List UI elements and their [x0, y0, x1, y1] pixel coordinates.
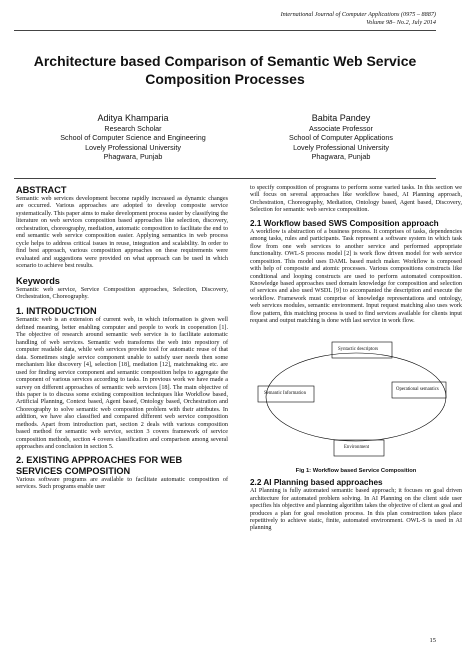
intro-text: Semantic web is an extension of current web, in which information is given well defined meaning, better enabling computer and people to work in cooperation [1]. The objective of research around semantic web service is to facilitate automatic handling of web services. Semantic web transforms the web into repository of computer readable data, while web services provide tool for automatic reuse of that data. Sometimes single service component unable to satisfy user needs then some mechanism like discovery [4], selection [18], mediation [12], matchmaking etc. are used for finding service component and semantic composition helps to aggregate the component of various services according to tasks. In previous work we have made a survey on different approaches of semantic web services [18]. The main objective of this paper is to discuss some existing composition techniques like Workflow based, Artificial Planning, Context based, Agent based, Ontology based, Orchestration and Choreography to solve semantic web composition problem with their attributes. In addition, we have also classified and compared different web service composition methods. Apart from introduction part, section 2 deals with various composition based method for semantic web service, section 3 covers framework of service composition methods, section 4 covers classification and comparison among several approaches and conclusion in section 5. — [16, 317, 228, 451]
workflow-figure — [250, 334, 462, 464]
abstract-heading: ABSTRACT — [16, 185, 67, 195]
label-environment: Environment — [344, 444, 370, 450]
journal-name: International Journal of Computer Applications (0975 – 8887) — [280, 11, 436, 18]
author-city: Phagwara, Punjab — [103, 151, 163, 161]
header-rule — [14, 30, 436, 31]
right-column — [250, 185, 462, 533]
author-name: Babita Pandey — [311, 113, 371, 123]
page-number: 15 — [429, 637, 436, 644]
existing-text: Various software programs are available to facilitate automatic composition of services. Such programs enable user — [16, 476, 228, 491]
ai-planning-text: AI Planning is fully automated semantic based approach; it focuses on goal driven architecture for automated problem solving. In AI Planning on the client side user specifies his objective and planning algorithm takes the objective of client as goal and produces a plan for goal resolution process. In this plan construction takes place repetitively to achieve static, finite, automated environment. OWL-S is used in AI planning — [250, 488, 462, 532]
author-block-1 — [38, 112, 228, 161]
journal-header — [281, 11, 436, 27]
ai-planning-heading: 2.2 AI Planning based approaches — [250, 478, 383, 488]
existing-text-continued: to specify composition of programs to perform some varied tasks. In this section we will focus on several approaches like workflow based, AI Planning approach, Orchestration, Choreography, Mediation, Ontology based, Agent based, Discovery, Selection for semantic web service composition. — [250, 185, 462, 214]
keywords-text: Semantic web service, Service Composition approaches, Selection, Discovery, Orchestration, Choreography. — [16, 286, 228, 300]
journal-volume: Volume 98– No.2, July 2014 — [366, 19, 436, 26]
diagram-ellipse — [266, 353, 446, 441]
author-university: Lovely Professional University — [293, 142, 389, 152]
author-rule — [14, 178, 436, 179]
keywords-heading: Keywords — [16, 275, 60, 286]
existing-heading: 2. EXISTING APPROACHES FOR WEB SERVICES COMPOSITION — [16, 454, 183, 476]
author-role: Associate Professor — [309, 124, 373, 133]
intro-heading: 1. INTRODUCTION — [16, 306, 97, 317]
figure-caption: Fig 1: Workflow based Service Composition — [295, 467, 417, 474]
label-semantic: Semantic Information — [264, 390, 306, 396]
author-university: Lovely Professional University — [85, 142, 181, 152]
abstract-text: Semantic web services development become rapidly increased as dynamic changes are occurred. Various approaches are adopted to develop composite service systematically. This paper aims to make development process easier by classifying the literature on web services composition based approaches like selection, discovery, orchestration, choreography, mediation, automatic composition to facilitate the end to end semantic web service composition easier. Applying semantics in web process cycle helps to address critical issues in reuse, integration and scalability. In order to find best approach, various composition approaches on these requirements were evaluated and suggestions were provided on what approach can be used in which scenario to achieve best results. — [16, 196, 228, 270]
author-block-2 — [246, 112, 436, 161]
workflow-text: A workflow is abstraction of a business process. It comprises of tasks, dependencies among tasks, rules and participants. Task represent a software system in which task flow from one web services to another service and performed appropriate functionality. OWL-S process model [2] is work flow driven model for web service composition. This model uses DAML based match maker. Workflow is composed with help of composite and atomic processes. Various compositions constructs like conditional and looping constructs are used to perform automated composition. Knowledge based approaches used domain knowledge for composition and selection of services and also used WSDL [9] to accompanied the description and execute the workflow. Framework must comprise of knowledge representations and ontology, web services modules, semantic environment. Input request matching also uses work flow pattern, this matching process is used to find services available for clients input request and output matching is done with last service in work flow. — [250, 228, 462, 325]
author-dept: School of Computer Science and Engineering — [60, 133, 206, 143]
paper-title: Architecture based Comparison of Semantic Web Service Composition Processes — [33, 53, 417, 87]
author-dept: School of Computer Applications — [289, 133, 393, 143]
author-role: Research Scholar — [104, 124, 162, 133]
author-name: Aditya Khamparia — [97, 113, 169, 123]
left-column — [16, 185, 228, 492]
workflow-heading: 2.1 Workflow based SWS Composition approach — [250, 218, 439, 228]
label-syntactic: Syntactic descriptors — [338, 346, 379, 352]
label-operational: Operational semantics — [396, 386, 439, 392]
author-city: Phagwara, Punjab — [311, 151, 371, 161]
